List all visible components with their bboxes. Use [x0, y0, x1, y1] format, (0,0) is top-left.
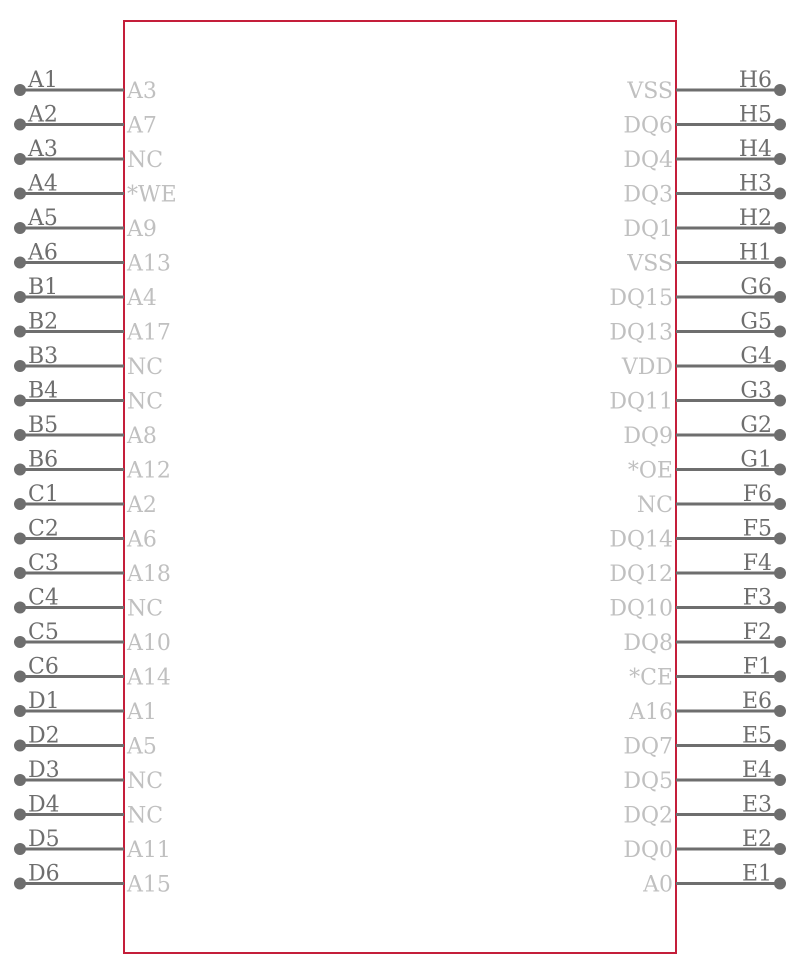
pin-E4	[623, 758, 786, 794]
pin-endpoint	[14, 119, 26, 131]
pin-label: A5	[127, 734, 157, 760]
pin-endpoint	[774, 498, 786, 510]
pin-label: A16	[629, 700, 673, 725]
pin-number: G2	[740, 413, 772, 438]
pin-C2	[14, 517, 157, 553]
pin-label: A18	[127, 562, 171, 587]
pin-number: G5	[740, 309, 772, 335]
pin-endpoint	[14, 429, 26, 441]
pin-endpoint	[774, 360, 786, 372]
pin-label: DQ5	[623, 769, 673, 794]
pin-label: A15	[127, 872, 171, 898]
pin-label: DQ6	[623, 113, 673, 139]
pin-label: DQ4	[623, 148, 673, 173]
pin-number: C6	[28, 654, 59, 680]
pin-number: B1	[28, 275, 59, 300]
pin-E6	[628, 689, 786, 725]
pin-H6	[626, 68, 786, 104]
pin-endpoint	[774, 429, 786, 441]
pin-E5	[623, 724, 786, 760]
pin-G1	[628, 448, 786, 484]
pin-label: A2	[127, 493, 157, 518]
pin-label: A11	[127, 838, 171, 863]
pin-D6	[14, 862, 171, 898]
pin-endpoint	[14, 740, 26, 752]
pin-number: D2	[28, 723, 60, 749]
pin-label: NC	[636, 493, 673, 518]
pin-endpoint	[774, 705, 786, 717]
pin-D5	[14, 827, 171, 863]
pin-endpoint	[774, 119, 786, 131]
pin-endpoint	[774, 188, 786, 200]
pin-number: F5	[742, 516, 772, 542]
pin-endpoint	[14, 636, 26, 648]
pin-H3	[623, 172, 786, 208]
pin-number: E2	[741, 827, 772, 852]
pin-B4	[14, 379, 163, 415]
pin-number: D4	[28, 792, 60, 818]
pin-D4	[14, 793, 163, 829]
pin-endpoint	[14, 360, 26, 372]
pin-label: DQ10	[609, 596, 673, 622]
pin-endpoint	[774, 636, 786, 648]
pin-A4	[14, 172, 177, 208]
pin-number: B2	[28, 309, 59, 335]
pin-number: B4	[28, 378, 59, 404]
pin-number: B5	[28, 413, 59, 438]
pin-label: DQ13	[609, 320, 673, 346]
pin-label: A1	[127, 700, 157, 725]
pin-endpoint	[14, 533, 26, 545]
pin-label: A4	[127, 286, 157, 311]
pin-endpoint	[774, 774, 786, 786]
pin-G2	[623, 413, 786, 449]
pin-label: *WE	[127, 182, 177, 208]
pin-G5	[609, 310, 786, 346]
pin-number: E4	[741, 758, 772, 783]
pin-H2	[623, 206, 786, 242]
pin-number: F1	[742, 654, 772, 680]
pin-F6	[637, 482, 786, 518]
pin-G6	[609, 275, 786, 311]
pin-label: DQ2	[623, 803, 673, 829]
pin-C6	[14, 655, 171, 691]
pin-E3	[623, 793, 786, 829]
pin-label: *CE	[629, 665, 673, 691]
pin-number: D3	[28, 758, 60, 783]
pin-endpoint	[14, 291, 26, 303]
pin-F1	[629, 655, 786, 691]
pin-A3	[14, 137, 163, 173]
pin-G4	[621, 344, 786, 380]
pin-number: G1	[740, 447, 772, 473]
pin-label: A14	[127, 665, 171, 691]
pin-label: DQ8	[623, 631, 673, 656]
pin-endpoint	[14, 84, 26, 96]
pin-F3	[609, 586, 786, 622]
pin-B1	[14, 275, 157, 311]
pin-number: B6	[28, 447, 59, 473]
pin-B5	[14, 413, 157, 449]
pin-label: A3	[127, 79, 157, 104]
pin-F2	[623, 620, 786, 656]
pin-number: F3	[742, 585, 772, 611]
pin-endpoint	[14, 188, 26, 200]
pin-endpoint	[14, 498, 26, 510]
pin-endpoint	[14, 843, 26, 855]
pin-number: A1	[28, 68, 58, 93]
pin-label: NC	[127, 355, 164, 380]
pin-H5	[623, 103, 786, 139]
pin-label: VDD	[621, 355, 673, 380]
pin-label: DQ0	[623, 838, 673, 863]
pin-label: DQ9	[623, 424, 673, 449]
pin-label: A17	[127, 320, 171, 346]
pin-C3	[14, 551, 171, 587]
pin-label: NC	[127, 389, 164, 415]
pin-number: H3	[738, 171, 772, 197]
pin-C4	[14, 586, 163, 622]
pin-A5	[14, 206, 157, 242]
pin-number: A4	[28, 171, 58, 197]
pin-C1	[14, 482, 157, 518]
pin-number: F6	[742, 482, 772, 507]
pin-number: B3	[28, 344, 59, 369]
pin-endpoint	[14, 257, 26, 269]
pin-F4	[609, 551, 786, 587]
pin-B2	[14, 310, 171, 346]
pin-C5	[14, 620, 171, 656]
pin-A1	[14, 68, 157, 104]
pin-number: G6	[740, 275, 772, 300]
pin-endpoint	[774, 740, 786, 752]
pin-endpoint	[14, 222, 26, 234]
pin-E1	[642, 862, 786, 898]
pin-label: DQ7	[623, 734, 673, 760]
pin-label: DQ12	[609, 562, 673, 587]
pin-number: H1	[738, 240, 772, 266]
pin-endpoint	[14, 774, 26, 786]
pin-number: D1	[28, 689, 60, 714]
pin-number: F4	[742, 551, 772, 576]
pin-label: *OE	[627, 458, 673, 484]
pin-label: DQ14	[609, 527, 673, 553]
pin-endpoint	[774, 809, 786, 821]
pin-number: D6	[28, 861, 60, 887]
left-pin-group	[14, 68, 177, 898]
pin-label: A12	[127, 458, 171, 484]
pin-endpoint	[774, 84, 786, 96]
pin-label: A13	[127, 251, 171, 277]
pin-number: C1	[28, 482, 59, 507]
pin-D1	[14, 689, 157, 725]
pin-E2	[623, 827, 786, 863]
pin-endpoint	[774, 257, 786, 269]
pin-number: H2	[738, 206, 772, 231]
pin-number: H6	[738, 68, 772, 93]
pin-H1	[626, 241, 786, 277]
pin-endpoint	[14, 464, 26, 476]
pin-G3	[609, 379, 786, 415]
pin-endpoint	[774, 878, 786, 890]
pin-number: F2	[742, 620, 772, 645]
pin-endpoint	[14, 878, 26, 890]
pin-F5	[609, 517, 786, 553]
pin-label: A8	[127, 424, 157, 449]
pin-A6	[14, 241, 171, 277]
pin-number: A2	[28, 102, 58, 128]
pin-endpoint	[774, 533, 786, 545]
pin-number: C3	[28, 551, 59, 576]
pin-label: DQ1	[623, 217, 673, 242]
pin-endpoint	[14, 567, 26, 579]
pin-label: NC	[127, 769, 164, 794]
pin-label: A7	[127, 113, 157, 139]
pin-label: A0	[643, 872, 673, 898]
pin-endpoint	[14, 671, 26, 683]
pin-number: C5	[28, 620, 59, 645]
pin-endpoint	[774, 291, 786, 303]
pin-label: NC	[127, 803, 164, 829]
pin-label: VSS	[627, 79, 673, 104]
pin-number: D5	[28, 827, 60, 852]
pin-label: A10	[127, 631, 171, 656]
pin-number: C4	[28, 585, 59, 611]
pin-endpoint	[14, 326, 26, 338]
component-body	[124, 21, 676, 953]
pin-number: H5	[738, 102, 772, 128]
pin-label: A9	[127, 217, 157, 242]
pin-endpoint	[14, 153, 26, 165]
pin-number: E1	[741, 861, 772, 887]
pin-A2	[14, 103, 157, 139]
pin-endpoint	[774, 464, 786, 476]
pin-number: A5	[28, 206, 58, 231]
pin-endpoint	[14, 705, 26, 717]
pin-endpoint	[774, 326, 786, 338]
pin-label: DQ3	[623, 182, 673, 208]
right-pin-group	[609, 68, 786, 898]
pin-label: DQ15	[609, 286, 673, 311]
pin-number: G4	[740, 344, 772, 369]
pin-number: E5	[741, 723, 772, 749]
pin-endpoint	[774, 395, 786, 407]
pin-endpoint	[774, 153, 786, 165]
pin-endpoint	[14, 602, 26, 614]
pin-H4	[623, 137, 786, 173]
pin-number: E3	[741, 792, 772, 818]
pin-label: VSS	[627, 251, 673, 277]
pin-number: E6	[741, 689, 772, 714]
pin-D2	[14, 724, 157, 760]
pin-endpoint	[774, 222, 786, 234]
pin-endpoint	[14, 809, 26, 821]
pin-number: A6	[28, 240, 58, 266]
pin-label: NC	[127, 596, 164, 622]
pin-endpoint	[774, 843, 786, 855]
pin-label: DQ11	[609, 389, 673, 415]
pin-endpoint	[774, 602, 786, 614]
pin-number: C2	[28, 516, 59, 542]
pin-label: A6	[127, 527, 157, 553]
pin-number: H4	[738, 137, 772, 162]
pin-B6	[14, 448, 171, 484]
pin-endpoint	[774, 567, 786, 579]
pin-label: NC	[127, 148, 164, 173]
pin-D3	[14, 758, 163, 794]
pin-B3	[14, 344, 163, 380]
pin-number: G3	[740, 378, 772, 404]
pin-endpoint	[774, 671, 786, 683]
pin-number: A3	[28, 137, 58, 162]
pin-endpoint	[14, 395, 26, 407]
